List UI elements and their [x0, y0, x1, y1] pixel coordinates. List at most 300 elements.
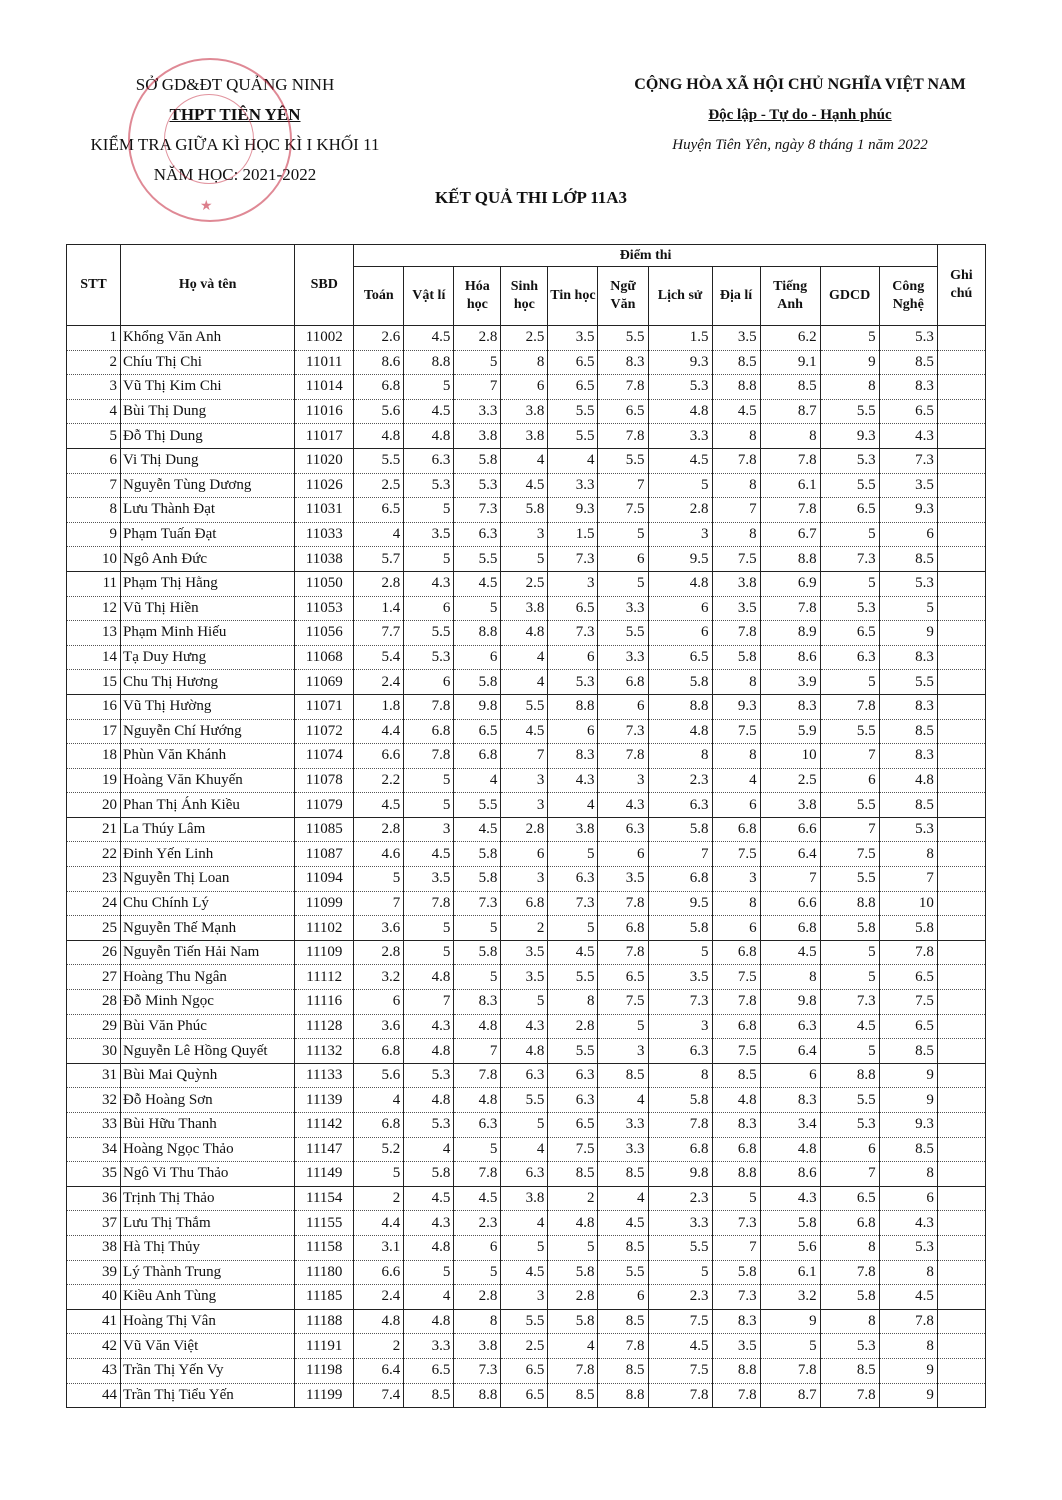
score-cell: 2.8: [548, 1285, 598, 1310]
note-cell: [937, 965, 985, 990]
score-cell: 4: [454, 768, 501, 793]
score-cell: 5.3: [648, 375, 712, 400]
row-number: 14: [67, 645, 121, 670]
score-cell: 8: [548, 990, 598, 1015]
score-cell: 6.3: [548, 1063, 598, 1088]
note-cell: [937, 768, 985, 793]
score-cell: 6: [648, 621, 712, 646]
score-cell: 3.3: [404, 1334, 454, 1359]
score-cell: 4.8: [404, 1309, 454, 1334]
score-cell: 6.1: [760, 473, 820, 498]
score-cell: 5: [454, 596, 501, 621]
student-name: Nguyễn Chí Hướng: [121, 719, 295, 744]
score-cell: 5.6: [354, 1063, 404, 1088]
score-cell: 8.7: [760, 399, 820, 424]
score-cell: 7: [598, 473, 648, 498]
score-cell: 7.8: [648, 1383, 712, 1408]
score-cell: 4.3: [404, 571, 454, 596]
score-cell: 7: [760, 867, 820, 892]
score-cell: 2.2: [354, 768, 404, 793]
score-cell: 5.8: [454, 842, 501, 867]
score-cell: 6.5: [648, 645, 712, 670]
note-cell: [937, 571, 985, 596]
score-cell: 1.8: [354, 694, 404, 719]
score-cell: 4.8: [501, 1039, 548, 1064]
score-cell: 6.4: [354, 1358, 404, 1383]
student-name: Đỗ Minh Ngọc: [121, 990, 295, 1015]
score-cell: 2: [354, 1334, 404, 1359]
score-cell: 5: [354, 867, 404, 892]
score-cell: 3: [501, 768, 548, 793]
page-title: KẾT QUẢ THI LỚP 11A3: [434, 188, 628, 207]
score-cell: 8: [454, 1309, 501, 1334]
col-header-subject: Lịch sử: [648, 267, 712, 326]
score-cell: 8.3: [760, 1088, 820, 1113]
score-cell: 6.8: [354, 1113, 404, 1138]
score-cell: 8.3: [879, 375, 937, 400]
score-cell: 5: [820, 571, 879, 596]
row-number: 42: [67, 1334, 121, 1359]
student-id: 11031: [295, 498, 354, 523]
score-cell: 7.8: [598, 424, 648, 449]
score-cell: 6: [879, 522, 937, 547]
score-cell: 8.3: [760, 694, 820, 719]
table-row: [67, 350, 986, 375]
score-cell: 3.1: [354, 1235, 404, 1260]
student-name: Ngô Anh Đức: [121, 547, 295, 572]
student-name: Đinh Yến Linh: [121, 842, 295, 867]
score-cell: 4: [548, 448, 598, 473]
score-cell: 8: [760, 965, 820, 990]
table-row: [67, 645, 986, 670]
score-cell: 7.3: [548, 891, 598, 916]
table-row: [67, 1186, 986, 1211]
score-cell: 6.3: [598, 817, 648, 842]
row-number: 21: [67, 817, 121, 842]
note-cell: [937, 621, 985, 646]
student-name: Phạm Thị Hằng: [121, 571, 295, 596]
score-cell: 8.3: [454, 990, 501, 1015]
score-cell: 4.5: [712, 399, 760, 424]
score-cell: 2.3: [454, 1211, 501, 1236]
score-cell: 6.9: [760, 571, 820, 596]
score-cell: 8.7: [760, 1383, 820, 1408]
score-cell: 4: [501, 1137, 548, 1162]
score-cell: 5.5: [879, 670, 937, 695]
score-cell: 3.8: [501, 596, 548, 621]
score-cell: 5.5: [354, 448, 404, 473]
table-row: [67, 1137, 986, 1162]
score-cell: 7.5: [712, 842, 760, 867]
score-cell: 4.8: [404, 1039, 454, 1064]
score-cell: 3: [501, 793, 548, 818]
table-row: [67, 1088, 986, 1113]
score-cell: 4.8: [404, 1235, 454, 1260]
score-cell: 7.4: [354, 1383, 404, 1408]
score-cell: 9.8: [648, 1162, 712, 1187]
score-cell: 4.8: [404, 424, 454, 449]
student-name: Nguyễn Tùng Dương: [121, 473, 295, 498]
score-cell: 5.3: [820, 1113, 879, 1138]
score-cell: 6: [598, 547, 648, 572]
table-row: [67, 1358, 986, 1383]
score-cell: 9.5: [648, 547, 712, 572]
score-cell: 7: [454, 1039, 501, 1064]
exam-name: KIỂM TRA GIỮA KÌ HỌC KÌ I KHỐI 11: [90, 135, 380, 154]
score-cell: 5: [501, 1113, 548, 1138]
score-cell: 4.8: [454, 1014, 501, 1039]
score-cell: 4.5: [548, 940, 598, 965]
score-cell: 8.8: [712, 375, 760, 400]
score-cell: 3.8: [712, 571, 760, 596]
note-cell: [937, 1260, 985, 1285]
score-cell: 8: [712, 473, 760, 498]
score-cell: 4.5: [501, 473, 548, 498]
note-cell: [937, 867, 985, 892]
score-cell: 7.5: [648, 1309, 712, 1334]
student-id: 11033: [295, 522, 354, 547]
row-number: 20: [67, 793, 121, 818]
student-id: 11053: [295, 596, 354, 621]
score-cell: 3.2: [760, 1285, 820, 1310]
score-cell: 3.3: [598, 645, 648, 670]
score-cell: 5.8: [548, 1260, 598, 1285]
score-cell: 6.5: [879, 965, 937, 990]
col-header-subject: Địa lí: [712, 267, 760, 326]
student-id: 11191: [295, 1334, 354, 1359]
score-cell: 7.8: [712, 448, 760, 473]
score-cell: 9.1: [760, 350, 820, 375]
score-cell: 4: [354, 1088, 404, 1113]
score-cell: 9.8: [760, 990, 820, 1015]
score-cell: 6: [501, 842, 548, 867]
score-cell: 4: [354, 522, 404, 547]
table-row: [67, 965, 986, 990]
score-cell: 3: [598, 768, 648, 793]
score-cell: 5.3: [454, 473, 501, 498]
score-cell: 2: [548, 1186, 598, 1211]
score-cell: 6.8: [598, 670, 648, 695]
score-cell: 3.8: [760, 793, 820, 818]
table-row: [67, 621, 986, 646]
student-id: 11199: [295, 1383, 354, 1408]
score-cell: 7: [712, 1235, 760, 1260]
score-cell: 9: [760, 1309, 820, 1334]
score-cell: 7.5: [712, 547, 760, 572]
table-row: [67, 1014, 986, 1039]
student-name: Lưu Thị Thắm: [121, 1211, 295, 1236]
score-cell: 6.4: [760, 842, 820, 867]
score-cell: 5.5: [598, 326, 648, 351]
score-cell: 6.8: [354, 375, 404, 400]
student-name: Vũ Thị Kim Chi: [121, 375, 295, 400]
score-cell: 4: [501, 645, 548, 670]
score-cell: 4.8: [354, 424, 404, 449]
score-cell: 3.5: [501, 940, 548, 965]
score-cell: 9.3: [648, 350, 712, 375]
score-cell: 5: [820, 940, 879, 965]
row-number: 38: [67, 1235, 121, 1260]
score-cell: 5: [454, 916, 501, 941]
row-number: 41: [67, 1309, 121, 1334]
score-cell: 8.5: [879, 719, 937, 744]
score-cell: 6.7: [760, 522, 820, 547]
score-cell: 8: [820, 1235, 879, 1260]
score-cell: 8: [760, 424, 820, 449]
score-cell: 7.5: [712, 1039, 760, 1064]
score-cell: 4.5: [404, 1186, 454, 1211]
note-cell: [937, 448, 985, 473]
score-cell: 8: [879, 842, 937, 867]
table-row: [67, 744, 986, 769]
score-cell: 6.3: [501, 1162, 548, 1187]
score-cell: 6.5: [820, 621, 879, 646]
table-row: [67, 448, 986, 473]
table-row: [67, 793, 986, 818]
note-cell: [937, 645, 985, 670]
score-cell: 5.8: [454, 867, 501, 892]
school-year: NĂM HỌC: 2021-2022: [153, 165, 317, 184]
col-header-sbd: SBD: [295, 245, 354, 326]
score-cell: 4.6: [354, 842, 404, 867]
score-cell: 6.8: [820, 1211, 879, 1236]
nation-name: CỘNG HÒA XÃ HỘI CHỦ NGHĨA VIỆT NAM: [634, 76, 966, 93]
table-row: [67, 1309, 986, 1334]
score-cell: 5.8: [712, 645, 760, 670]
score-cell: 2.3: [648, 768, 712, 793]
note-cell: [937, 891, 985, 916]
score-cell: 4.3: [598, 793, 648, 818]
student-id: 11014: [295, 375, 354, 400]
score-cell: 6.5: [820, 498, 879, 523]
score-cell: 9: [879, 1088, 937, 1113]
table-row: [67, 596, 986, 621]
score-cell: 5.5: [501, 1088, 548, 1113]
note-cell: [937, 375, 985, 400]
score-cell: 6.5: [404, 1358, 454, 1383]
score-cell: 8.9: [760, 621, 820, 646]
score-cell: 6.3: [548, 1088, 598, 1113]
table-row: [67, 1113, 986, 1138]
score-cell: 5: [404, 940, 454, 965]
score-cell: 4.4: [354, 719, 404, 744]
score-cell: 7.8: [820, 1260, 879, 1285]
score-cell: 8.3: [879, 645, 937, 670]
score-cell: 6.8: [712, 1137, 760, 1162]
score-cell: 8.5: [598, 1309, 648, 1334]
score-cell: 7.8: [598, 375, 648, 400]
score-cell: 8: [879, 1334, 937, 1359]
score-cell: 1.5: [648, 326, 712, 351]
score-cell: 5.8: [648, 1088, 712, 1113]
score-cell: 7.8: [598, 891, 648, 916]
score-cell: 2.8: [354, 571, 404, 596]
student-name: Kiều Anh Tùng: [121, 1285, 295, 1310]
score-cell: 5.8: [648, 916, 712, 941]
issuer-block: [50, 70, 420, 190]
score-cell: 7.8: [404, 891, 454, 916]
score-cell: 5: [548, 916, 598, 941]
score-cell: 6.3: [454, 1113, 501, 1138]
row-number: 40: [67, 1285, 121, 1310]
score-cell: 6: [404, 596, 454, 621]
note-cell: [937, 1088, 985, 1113]
score-cell: 5.3: [820, 596, 879, 621]
score-cell: 6.3: [648, 793, 712, 818]
row-number: 24: [67, 891, 121, 916]
score-cell: 6: [454, 645, 501, 670]
score-cell: 5.5: [501, 694, 548, 719]
table-row: [67, 670, 986, 695]
student-name: Vũ Thị Hiền: [121, 596, 295, 621]
score-cell: 6.5: [501, 1383, 548, 1408]
score-cell: 6.5: [454, 719, 501, 744]
student-id: 11017: [295, 424, 354, 449]
table-row: [67, 498, 986, 523]
score-cell: 5.5: [820, 867, 879, 892]
score-cell: 7.8: [454, 1162, 501, 1187]
student-name: Bùi Thị Dung: [121, 399, 295, 424]
score-cell: 4: [501, 670, 548, 695]
row-number: 4: [67, 399, 121, 424]
score-cell: 3.6: [354, 916, 404, 941]
score-cell: 4: [501, 448, 548, 473]
score-cell: 6.5: [548, 1113, 598, 1138]
table-row: [67, 1260, 986, 1285]
score-cell: 5.5: [548, 1039, 598, 1064]
score-cell: 6.5: [548, 596, 598, 621]
score-cell: 5: [454, 350, 501, 375]
student-id: 11142: [295, 1113, 354, 1138]
score-cell: 7.3: [712, 1285, 760, 1310]
score-cell: 8: [879, 1260, 937, 1285]
student-name: Hoàng Văn Khuyến: [121, 768, 295, 793]
score-cell: 6.5: [548, 375, 598, 400]
score-cell: 4.8: [648, 399, 712, 424]
score-cell: 5.5: [501, 1309, 548, 1334]
score-cell: 7.8: [760, 596, 820, 621]
table-row: [67, 694, 986, 719]
score-cell: 4.5: [648, 448, 712, 473]
student-id: 11185: [295, 1285, 354, 1310]
score-cell: 7.8: [548, 1358, 598, 1383]
student-name: Đỗ Thị Dung: [121, 424, 295, 449]
score-cell: 5.8: [820, 916, 879, 941]
score-cell: 5: [404, 793, 454, 818]
score-cell: 5.5: [820, 399, 879, 424]
score-cell: 7: [354, 891, 404, 916]
score-cell: 2: [501, 916, 548, 941]
score-cell: 6: [712, 916, 760, 941]
score-cell: 4.3: [404, 1211, 454, 1236]
student-name: Bùi Văn Phúc: [121, 1014, 295, 1039]
score-cell: 4.3: [501, 1014, 548, 1039]
score-cell: 6.3: [648, 1039, 712, 1064]
score-cell: 5: [648, 1260, 712, 1285]
score-cell: 5.5: [548, 424, 598, 449]
score-cell: 5.5: [598, 621, 648, 646]
student-id: 11068: [295, 645, 354, 670]
score-cell: 4: [501, 1211, 548, 1236]
note-cell: [937, 1063, 985, 1088]
col-header-stt: STT: [67, 245, 121, 326]
score-cell: 5: [820, 522, 879, 547]
row-number: 1: [67, 326, 121, 351]
col-header-subject: Ngữ Văn: [598, 267, 648, 326]
score-cell: 3: [501, 1285, 548, 1310]
seal-star-icon: ★: [200, 199, 213, 214]
student-id: 11056: [295, 621, 354, 646]
score-cell: 5: [548, 842, 598, 867]
score-cell: 3.8: [501, 1186, 548, 1211]
score-cell: 7.3: [454, 891, 501, 916]
score-cell: 7.3: [820, 990, 879, 1015]
score-cell: 7.3: [879, 448, 937, 473]
score-cell: 8: [820, 1309, 879, 1334]
score-cell: 5.3: [820, 448, 879, 473]
score-cell: 10: [879, 891, 937, 916]
score-cell: 7: [820, 744, 879, 769]
score-cell: 8.8: [454, 1383, 501, 1408]
score-cell: 7.5: [598, 498, 648, 523]
score-cell: 5.8: [760, 1211, 820, 1236]
score-cell: 7.5: [648, 1358, 712, 1383]
score-cell: 5: [820, 965, 879, 990]
student-name: Lưu Thành Đạt: [121, 498, 295, 523]
score-cell: 8: [648, 1063, 712, 1088]
score-cell: 5: [820, 670, 879, 695]
table-row: [67, 522, 986, 547]
score-cell: 8.5: [712, 1063, 760, 1088]
score-cell: 5: [648, 940, 712, 965]
score-cell: 5.3: [404, 645, 454, 670]
student-name: Phùn Văn Khánh: [121, 744, 295, 769]
row-number: 28: [67, 990, 121, 1015]
department-name: SỞ GD&ĐT QUẢNG NINH: [135, 75, 335, 94]
score-cell: 4.3: [879, 1211, 937, 1236]
score-cell: 5: [404, 375, 454, 400]
student-name: Vũ Thị Hường: [121, 694, 295, 719]
score-cell: 9: [879, 1358, 937, 1383]
score-cell: 3.3: [598, 596, 648, 621]
student-name: La Thúy Lâm: [121, 817, 295, 842]
score-cell: 5.8: [501, 498, 548, 523]
score-cell: 8.5: [879, 1137, 937, 1162]
score-cell: 9: [879, 1383, 937, 1408]
score-cell: 8.3: [879, 744, 937, 769]
note-cell: [937, 547, 985, 572]
student-name: Chu Chính Lý: [121, 891, 295, 916]
student-id: 11087: [295, 842, 354, 867]
score-cell: 6.5: [598, 965, 648, 990]
score-cell: 7.3: [820, 547, 879, 572]
table-row: [67, 326, 986, 351]
score-cell: 6.6: [760, 817, 820, 842]
score-cell: 5.8: [454, 448, 501, 473]
score-cell: 5: [820, 326, 879, 351]
score-cell: 5.3: [548, 670, 598, 695]
score-cell: 7: [712, 498, 760, 523]
note-cell: [937, 1137, 985, 1162]
score-cell: 4.5: [404, 326, 454, 351]
score-cell: 4.8: [501, 621, 548, 646]
score-cell: 5.5: [820, 1088, 879, 1113]
score-cell: 8: [820, 375, 879, 400]
score-cell: 6.2: [760, 326, 820, 351]
score-cell: 3.3: [648, 1211, 712, 1236]
score-cell: 8.8: [820, 891, 879, 916]
score-cell: 4.5: [648, 1334, 712, 1359]
